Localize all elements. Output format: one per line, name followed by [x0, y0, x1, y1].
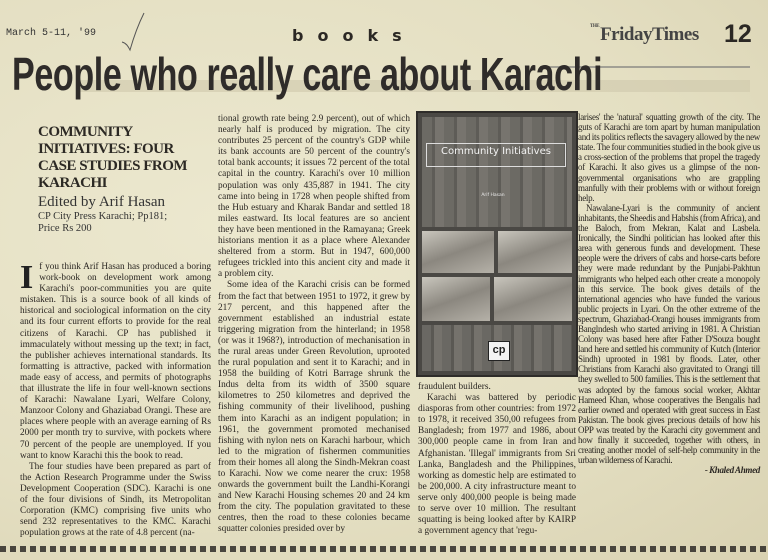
article-column-4: [578, 112, 760, 475]
article-column-3: [418, 382, 576, 537]
paragraph: larises' the 'natural' squatting growth of the city. The guts of Karachi are torn apart by human manipulation and its politics reflects the savagery allowed by the new state. The four communities studied in the book give us a cross-section of the problems that propel the tragedy of Karachi. It also gives us a glimpse of the non-governmental organisations who are grappling manfully with their problems with or without foreign help.: [578, 112, 760, 203]
paragraph: Some idea of the Karachi crisis can be formed from the fact that between 1951 to 1972, it grew by 217 percent, and this happened after the government established an industrial estate triggering migration from the hinterland; in 1958 (or was it 1968?), introduction of mechanisation in the rural areas under Green Revolution, uprooted the rural population and sent it to Karachi; and in 1958 the building of Kotri Barrage shrunk the Indus delta from its width of 3500 square kilometres to 250 kilometres and deprived the fishing community of their livelihood, pushing them into Karachi as an indigent population; in 1961, the government promoted mechanised fishing with nylon nets on Karachi harbour, which led to the migration of fishermen communities from their homes all along the Sindh-Mekran coast to Karachi. Now we come nearer the crux: 1958 onwards the government built the Landhi-Korangi and New Karachi Housing schemes 20 and 24 km from the city. The population gravitated to these centres, then the road to these colonies became squatter colonies presided over by: [218, 280, 410, 535]
paragraph: Nawalane-Lyari is the community of ancient inhabitants, the Sheedis and Habshis (from Africa), and the Baloch, from Mekran, Kalat and Lasbela. Ironically, the Sindhi politician has looked after this area with generous funds and development. These people were the drivers of cabs and horse-carts before they were made redundant by the Punjabi-Pakhtun immigrants who helped each other create a monopoly in this service. The book gives details of the international agencies who have funded the various public projects in Lyari. On the other extreme of the spectrum, Ghaziabad-Orangi houses immigrants from Banglndesh who started arriving in 1981. A Christian Colony was based here after Father D'Souza bought land here and settled his community of Kutch (Interior Sindh) uprooted in 1981 by floods. Later, other Christians from Karachi also gravitated to Orangi till they swelled to 500 families. This is the settlement that was adopted by the famous social worker, Akhtar Hameed Khan, whose cooperatives the Bengalis had earlier owned and operated with great success in East Pakistan. The book gives precious details of how his OPP was treated by the Karachi city government and how finally it succeeded, together with others, in creating another model of self-help community in the urban wilderness of Karachi.: [578, 202, 760, 466]
paragraph: fraudulent builders.: [418, 382, 491, 392]
article-column-2: [218, 114, 410, 536]
cover-photo: [422, 231, 494, 273]
paragraph: The four studies have been prepared as part of the Action Research Programme under the Swiss Development Cooperation (SDC). Karachi is one of the four divisions of Sindh, its Metropolitan Corporation (KMC) comprising five units who send 232 representatives to the KMC. Karachi population grows at the rate of 4.8 percent (na-: [20, 461, 211, 539]
bottom-dotted-rule: [0, 546, 768, 552]
pen-tick-mark-icon: [118, 10, 148, 52]
section-label: books: [292, 26, 416, 45]
book-cover-image: [418, 113, 576, 375]
paragraph: Karachi was battered by periodic diasporas from other countries: from 1972 to 1978, it received 350,00 refugees from Bangladesh; from 1977 and 1986, about 300,000 people came in from Iran and Afghanistan. 'Illegal' immigrants from Sri Lanka, Bangladesh and the Philippines, working as domestic help are estimated to be 200,000. A city infrastructure meant to serve only 400,000 people is being made to serve over 10 million. The resultant squatting is being looked after by KAIRP a government agency that 'regu-: [418, 393, 576, 537]
page-number: 12: [724, 20, 752, 48]
book-editor: Edited by Arif Hasan: [38, 194, 166, 210]
logo-prefix: THE: [590, 24, 600, 29]
paragraph-text: f you think Arif Hasan has produced a boring work-book on development work among Karachi's poor-communities you are quite mistaken. This is a source book of all kinds of historical and sociological information on the city and its four current efforts to provide for the real citizens of Karachi. CP has published it immaculately without messing up the text; in fact, the publisher achieves international standards. Its formatting is attractive, packed with information made easy of access, and permits of photographs that illustrate the life in four well-known sections of Karachi: Nawalane Lyari, Welfare Colony, Manzoor Colony and Ghaziabad Orangi. These are places where people with an average earning of Rs 2000 per month try to survive, with pockets where 70 percent of the people are unemployed. If you want to know Karachi this the book to read.: [20, 262, 211, 461]
cover-photo: [498, 231, 572, 273]
paragraph: tional growth rate being 2.9 percent), out of which nearly half is produced by migration. The city contributes 25 percent of the country's GDP while its bank accounts are 50 percent of the country's total bank accounts; it issues 72 percent of the total capital in the country. Karachi's over 10 million population was only 435,887 in 1941. The city came into being in 1728 when people shifted from the Hub estuary and Kharak Bandar and settled 18 miles eastward. Its local features are so ancient they have been mentioned in the Ramayana; Greek historians mention it as a place where Alexander sheltered from a storm. But in 1947, 600,000 refugees trickled into this ancient city and made it a problem city.: [218, 114, 410, 280]
newspaper-logo: [590, 24, 699, 46]
book-title: COMMUNITY INITIATIVES: FOUR CASE STUDIES FROM KARACHI: [38, 124, 188, 191]
article-column-1: [20, 259, 211, 539]
drop-cap: I: [20, 259, 34, 296]
headline: People who really care about Karachi: [12, 48, 603, 100]
book-publisher: CP City Press Karachi; Pp181;: [38, 211, 168, 222]
logo-text: FridayTimes: [600, 24, 699, 45]
issue-date: March 5-11, '99: [6, 28, 97, 39]
paragraph: [20, 259, 211, 462]
author-byline: - Khaled Ahmed: [704, 465, 760, 476]
cover-photo: [494, 277, 572, 321]
cover-top-panel: [422, 117, 572, 227]
cover-author: Arif Hasan: [481, 193, 505, 198]
cover-photo: [422, 277, 490, 321]
book-price: Price Rs 200: [38, 223, 92, 234]
publisher-logo: cp: [488, 341, 510, 361]
cover-title: Community Initiatives: [426, 143, 566, 167]
book-info: [38, 124, 208, 234]
